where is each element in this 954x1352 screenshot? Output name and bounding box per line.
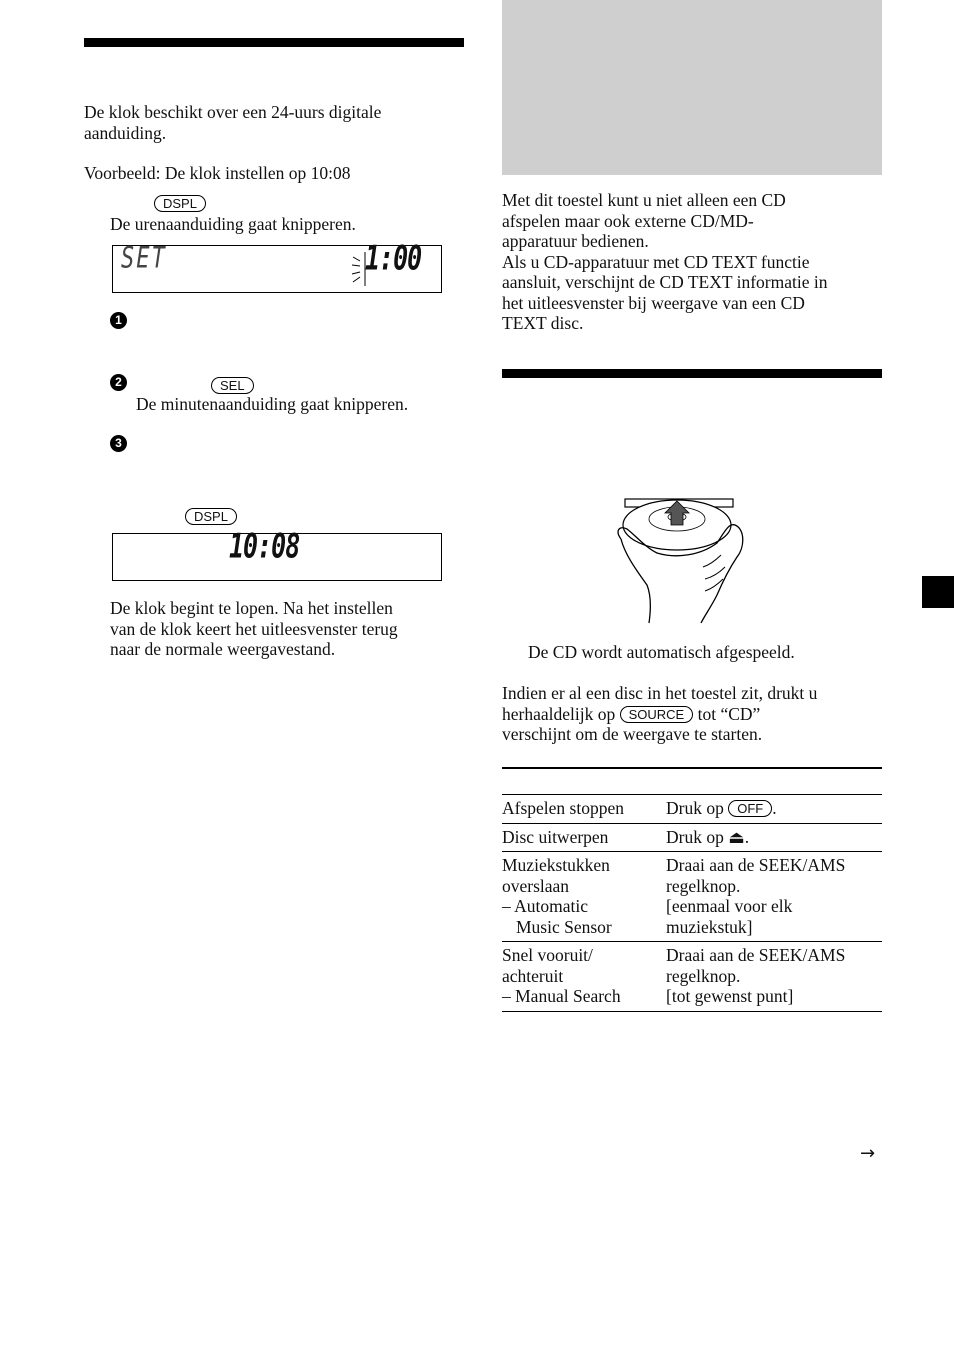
cd-intro xyxy=(502,190,882,334)
cell-text: Snel vooruit/ xyxy=(502,945,593,965)
clock-final-text xyxy=(110,598,460,660)
cell-text: Disc uitwerpen xyxy=(502,826,609,847)
cell-text: Draai aan de SEEK/AMS xyxy=(666,855,846,875)
cd-intro-line: apparatuur bedienen. xyxy=(502,231,649,251)
cell-text: Music Sensor xyxy=(516,916,612,937)
source-line: verschijnt om de weergave te starten. xyxy=(502,724,763,744)
step1-text: De urenaanduiding gaat knipperen. xyxy=(110,214,356,234)
off-key: OFF xyxy=(728,800,772,817)
cell-text: . xyxy=(772,798,777,818)
source-instructions xyxy=(502,683,882,745)
cell-text: achteruit xyxy=(502,965,564,986)
eject-icon: ⏏ xyxy=(728,826,745,847)
cell-text: – Automatic xyxy=(502,896,589,916)
cell-text: Draai aan de SEEK/AMS xyxy=(666,945,846,965)
lcd-set-label: SET xyxy=(121,241,167,276)
section-header-box xyxy=(502,0,882,175)
example-text: Voorbeeld: De klok instellen op 10:08 xyxy=(84,163,351,183)
source-text: tot “CD” xyxy=(697,703,761,724)
cell-text: – Manual Search xyxy=(502,986,621,1006)
dspl-key-2 xyxy=(185,506,237,527)
final-line: van de klok keert het uitleesvenster terug xyxy=(110,618,398,639)
cd-intro-line: Met dit toestel kunt u niet alleen een CD xyxy=(502,190,786,210)
cell-text: Druk op xyxy=(666,826,724,847)
final-line: naar de normale weergavestand. xyxy=(110,639,336,659)
cell-text: Muziekstukken xyxy=(502,855,610,875)
autoplay-text: De CD wordt automatisch afgespeeld. xyxy=(528,642,795,662)
cd-intro-line: aansluit, verschijnt de CD TEXT informatie in xyxy=(502,272,828,292)
cell-text: [tot gewenst punt] xyxy=(666,986,794,1006)
sel-key-label: SEL xyxy=(211,377,254,394)
table-row xyxy=(502,942,882,1012)
cell-text: . xyxy=(744,826,750,847)
dspl-key-label: DSPL xyxy=(154,195,206,212)
cell-text: overslaan xyxy=(502,875,570,896)
table-cell xyxy=(502,795,666,824)
operations-table xyxy=(502,794,882,1012)
heading-bar-left xyxy=(84,38,464,47)
source-text: herhaaldelijk op xyxy=(502,703,616,724)
continue-arrow-icon: → xyxy=(860,1143,876,1164)
table-cell xyxy=(502,823,666,852)
sel-key xyxy=(211,375,254,396)
clock-intro-line: De klok beschikt over een 24-uurs digitale xyxy=(84,102,382,122)
cd-intro-line: afspelen maar ook externe CD/MD- xyxy=(502,210,754,231)
step-number-3: 3 xyxy=(110,435,127,452)
source-line xyxy=(502,704,882,725)
table-cell xyxy=(666,852,882,942)
cell-text: Druk op xyxy=(666,798,724,818)
dspl-key xyxy=(154,193,206,214)
sub2-text: De minutenaanduiding gaat knipperen. xyxy=(136,394,409,414)
final-line: De klok begint te lopen. Na het instellen xyxy=(110,598,393,618)
step-number-2: 2 xyxy=(110,374,127,391)
cd-insert-illustration xyxy=(605,495,755,625)
heading-bar-right xyxy=(502,369,882,378)
cd-intro-line: het uitleesvenster bij weergave van een CD xyxy=(502,292,805,313)
lcd-display-set xyxy=(112,238,442,293)
clock-intro xyxy=(84,102,464,143)
section-tab-marker xyxy=(922,576,954,608)
table-cell xyxy=(666,942,882,1012)
cell-text: regelknop. xyxy=(666,875,741,896)
cell-text: regelknop. xyxy=(666,965,741,986)
table-row xyxy=(502,823,882,852)
lcd-display-clock xyxy=(112,526,442,581)
cell-text: [eenmaal voor elk xyxy=(666,896,793,916)
table-cell xyxy=(502,942,666,1012)
lcd-time-blinking: 1:00 xyxy=(365,238,422,278)
source-line: Indien er al een disc in het toestel zit, drukt u xyxy=(502,683,818,703)
cell-text: Afspelen stoppen xyxy=(502,798,624,818)
table-row xyxy=(502,852,882,942)
table-row xyxy=(502,795,882,824)
step-number-1: 1 xyxy=(110,312,127,329)
cd-intro-line: TEXT disc. xyxy=(502,313,584,333)
table-cell xyxy=(502,852,666,942)
table-top-rule xyxy=(502,767,882,769)
dspl-key-label: DSPL xyxy=(185,508,237,525)
table-cell xyxy=(666,823,882,852)
lcd-time: 10:08 xyxy=(229,526,300,566)
source-key: SOURCE xyxy=(620,706,694,723)
cd-intro-line: Als u CD-apparatuur met CD TEXT functie xyxy=(502,251,810,272)
clock-intro-line: aanduiding. xyxy=(84,122,167,143)
table-cell xyxy=(666,795,882,824)
cell-text: muziekstuk] xyxy=(666,916,753,937)
